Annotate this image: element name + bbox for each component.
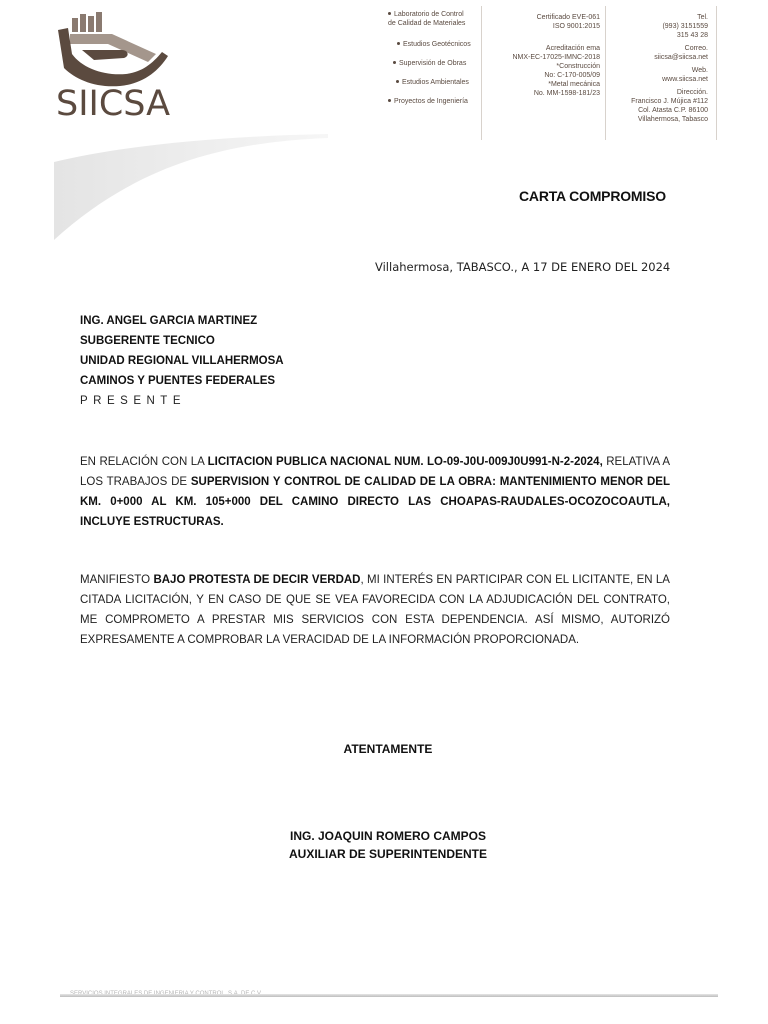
body-paragraph-2 (80, 570, 670, 650)
project-description: SUPERVISION Y CONTROL DE CALIDAD DE LA OBRA: MANTENIMIENTO MENOR DEL KM. 0+000 AL KM. 105+000 DEL CAMINO DIRECTO LAS CHOAPAS-RAUDALES-OCOZOCOAUTLA, INCLUYE ESTRUCTURAS. (80, 476, 670, 528)
header-divider (716, 6, 717, 140)
document-title: CARTA COMPROMISO (519, 188, 666, 204)
cert-line: ISO 9001:2015 (552, 23, 600, 30)
service-item-laboratory (388, 10, 465, 28)
bullet-icon (397, 42, 400, 45)
certifications-block (486, 13, 600, 98)
bullet-icon (396, 80, 399, 83)
address-line: Col. Atasta C.P. 86100 (638, 107, 708, 114)
header-divider (605, 6, 606, 140)
header-divider (481, 6, 482, 140)
accreditation-line: *Construcción (556, 63, 600, 70)
addressee-organization: CAMINOS Y PUENTES FEDERALES (80, 375, 276, 387)
text-run: EN RELACIÓN CON LA (80, 456, 208, 468)
tel-value: (993) 3151559 (662, 23, 708, 30)
tel-label: Tel. (697, 14, 708, 21)
service-label-line2: de Calidad de Materiales (388, 20, 466, 27)
decorative-swoosh (50, 132, 335, 242)
service-item-geotechnical (397, 40, 471, 49)
bullet-icon (388, 99, 391, 102)
text-run: MANIFIESTO (80, 574, 154, 586)
service-label: Laboratorio de Control (394, 11, 464, 18)
presente-label: PRESENTE (80, 395, 186, 407)
place-date: Villahermosa, TABASCO., A 17 DE ENERO DEL 2024 (375, 260, 671, 274)
footer-divider (60, 994, 718, 997)
email-value: siicsa@siicsa.net (654, 54, 708, 61)
company-name-logo: SIICSA (56, 84, 171, 124)
addressee-name: ING. ANGEL GARCIA MARTINEZ (80, 315, 258, 327)
bullet-icon (388, 12, 391, 15)
web-label: Web. (691, 67, 708, 74)
accreditation-line: Acreditación ema (545, 45, 600, 52)
signer-role: AUXILIAR DE SUPERINTENDENTE (288, 847, 488, 861)
accreditation-line: NMX-EC-17025-IMNC-2018 (512, 54, 600, 61)
text-run: RELATIVA A LOS TRABAJOS DE (80, 456, 671, 488)
closing-text: ATENTAMENTE (343, 742, 433, 756)
cert-line: Certificado EVE-061 (536, 14, 600, 21)
address-line: Villahermosa, Tabasco (637, 116, 708, 123)
accreditation-line: No: C-170-005/09 (544, 72, 600, 79)
text-run: , MI INTERÉS EN PARTICIPAR CON EL LICITANTE, EN LA CITADA LICITACIÓN, Y EN CASO DE QUE SE VEA FAVORECIDA CON LA ADJUDICACIÓN DEL CONTRATO, ME COMPROMETO A PRESTAR MIS SERVICIOS CON ESTA DEPENDENCIA. ASÍ MISMO, AUTORIZÓ EXPRESAMENTE A COMPROBAR LA VERACIDAD DE LA INFORMACIÓN PROPORCIONADA. (80, 574, 670, 646)
service-item-environmental (396, 78, 469, 87)
addressee-unit: UNIDAD REGIONAL VILLAHERMOSA (80, 355, 284, 367)
body-paragraph-1 (80, 452, 670, 532)
accreditation-line: No. MM-1598-181/23 (533, 90, 600, 97)
service-label: Proyectos de Ingeniería (394, 98, 468, 105)
addressee-position: SUBGERENTE TECNICO (80, 335, 215, 347)
web-value: www.siicsa.net (662, 76, 708, 83)
oath-phrase: BAJO PROTESTA DE DECIR VERDAD (153, 574, 361, 586)
tel-value: 315 43 28 (676, 32, 708, 39)
accreditation-line: *Metal mecánica (548, 81, 600, 88)
signer-name: ING. JOAQUIN ROMERO CAMPOS (289, 829, 486, 843)
address-line: Francisco J. Mújica #112 (631, 98, 708, 105)
service-label: Supervisión de Obras (399, 60, 467, 67)
tender-number: LICITACION PUBLICA NACIONAL NUM. LO-09-J0U-009J0U991-N-2-2024, (207, 456, 603, 468)
service-label: Estudios Ambientales (402, 79, 469, 86)
email-label: Correo. (684, 45, 708, 52)
address-label: Dirección. (676, 89, 708, 96)
contact-block (612, 13, 708, 124)
service-item-engineering (388, 97, 468, 106)
service-item-supervision (393, 59, 466, 68)
service-label: Estudios Geotécnicos (403, 41, 471, 48)
bullet-icon (393, 61, 396, 64)
